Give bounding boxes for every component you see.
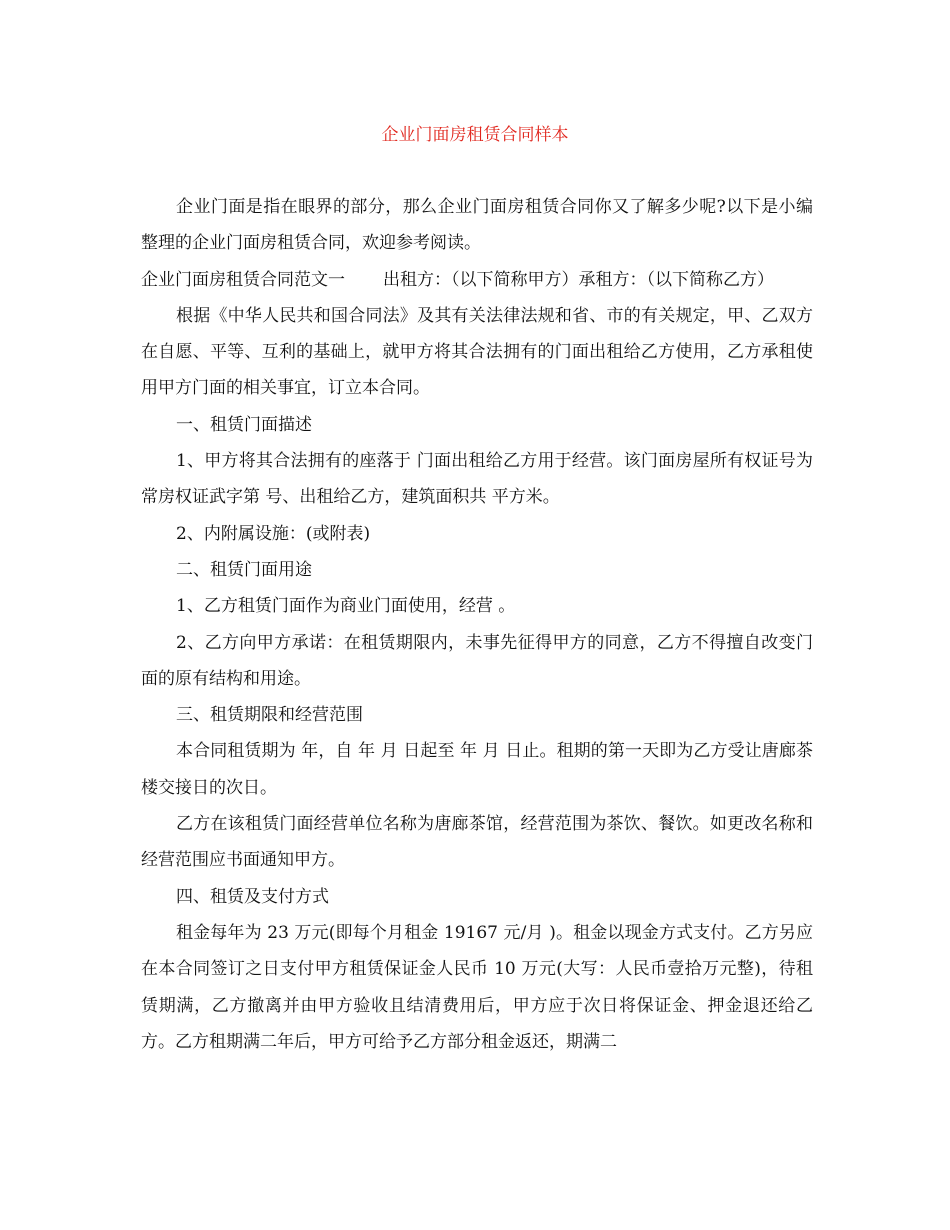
- clause-2-1: 1、乙方租赁门面作为商业门面使用，经营 。: [176, 596, 516, 617]
- section-heading-1: 一、租赁门面描述: [176, 414, 312, 435]
- section-heading-2: 二、租赁门面用途: [176, 559, 312, 580]
- clause-1-1: 1、甲方将其合法拥有的座落于 门面出租给乙方用于经营。该门面房屋所有权证号为常房权证武字第 号、出租给乙方，建筑面积共 平方米。: [141, 451, 813, 508]
- section-heading-3: 三、租赁期限和经营范围: [176, 705, 363, 726]
- clause-1-2: 2、内附属设施：(或附表): [176, 523, 371, 544]
- document-body: [141, 189, 813, 1060]
- paragraph-parties: [141, 262, 813, 298]
- document-title: 企业门面房租赁合同样本: [381, 125, 569, 145]
- paragraph-intro: 企业门面是指在眼界的部分，那么企业门面房租赁合同你又了解多少呢?以下是小编整理的企业门面房租赁合同，欢迎参考阅读。: [141, 197, 813, 254]
- clause-2-2: 2、乙方向甲方承诺：在租赁期限内，未事先征得甲方的同意，乙方不得擅自改变门面的原有结构和用途。: [141, 632, 813, 689]
- parties-line: 出租方：（以下简称甲方）承租方：（以下简称乙方）: [383, 269, 774, 290]
- paragraph-basis: 根据《中华人民共和国合同法》及其有关法律法规和省、市的有关规定，甲、乙双方在自愿、平等、互利的基础上，就甲方将其合法拥有的门面出租给乙方使用，乙方承租使用甲方门面的相关事宜，订立本合同。: [141, 305, 813, 399]
- clause-3-2: 乙方在该租赁门面经营单位名称为唐廊茶馆，经营范围为茶饮、餐饮。如更改名称和经营范围应书面通知甲方。: [141, 814, 813, 871]
- clause-4-1: 租金每年为 23 万元(即每个月租金 19167 元/月 )。租金以现金方式支付。乙方另应在本合同签订之日支付甲方租赁保证金人民币 10 万元(大写：人民币壹拾万元整)，待租赁期满，乙方撤离并由甲方验收且结清费用后，甲方应于次日将保证金、押金退还给乙方。乙方租期满二年后，甲方可给予乙方部分租金返还，期满二: [141, 922, 813, 1052]
- sample-heading: 企业门面房租赁合同范文一: [141, 269, 345, 290]
- section-heading-4: 四、租赁及支付方式: [176, 886, 329, 907]
- clause-3-1: 本合同租赁期为 年，自 年 月 日起至 年 月 日止。租期的第一天即为乙方受让唐廊茶楼交接日的次日。: [141, 741, 813, 798]
